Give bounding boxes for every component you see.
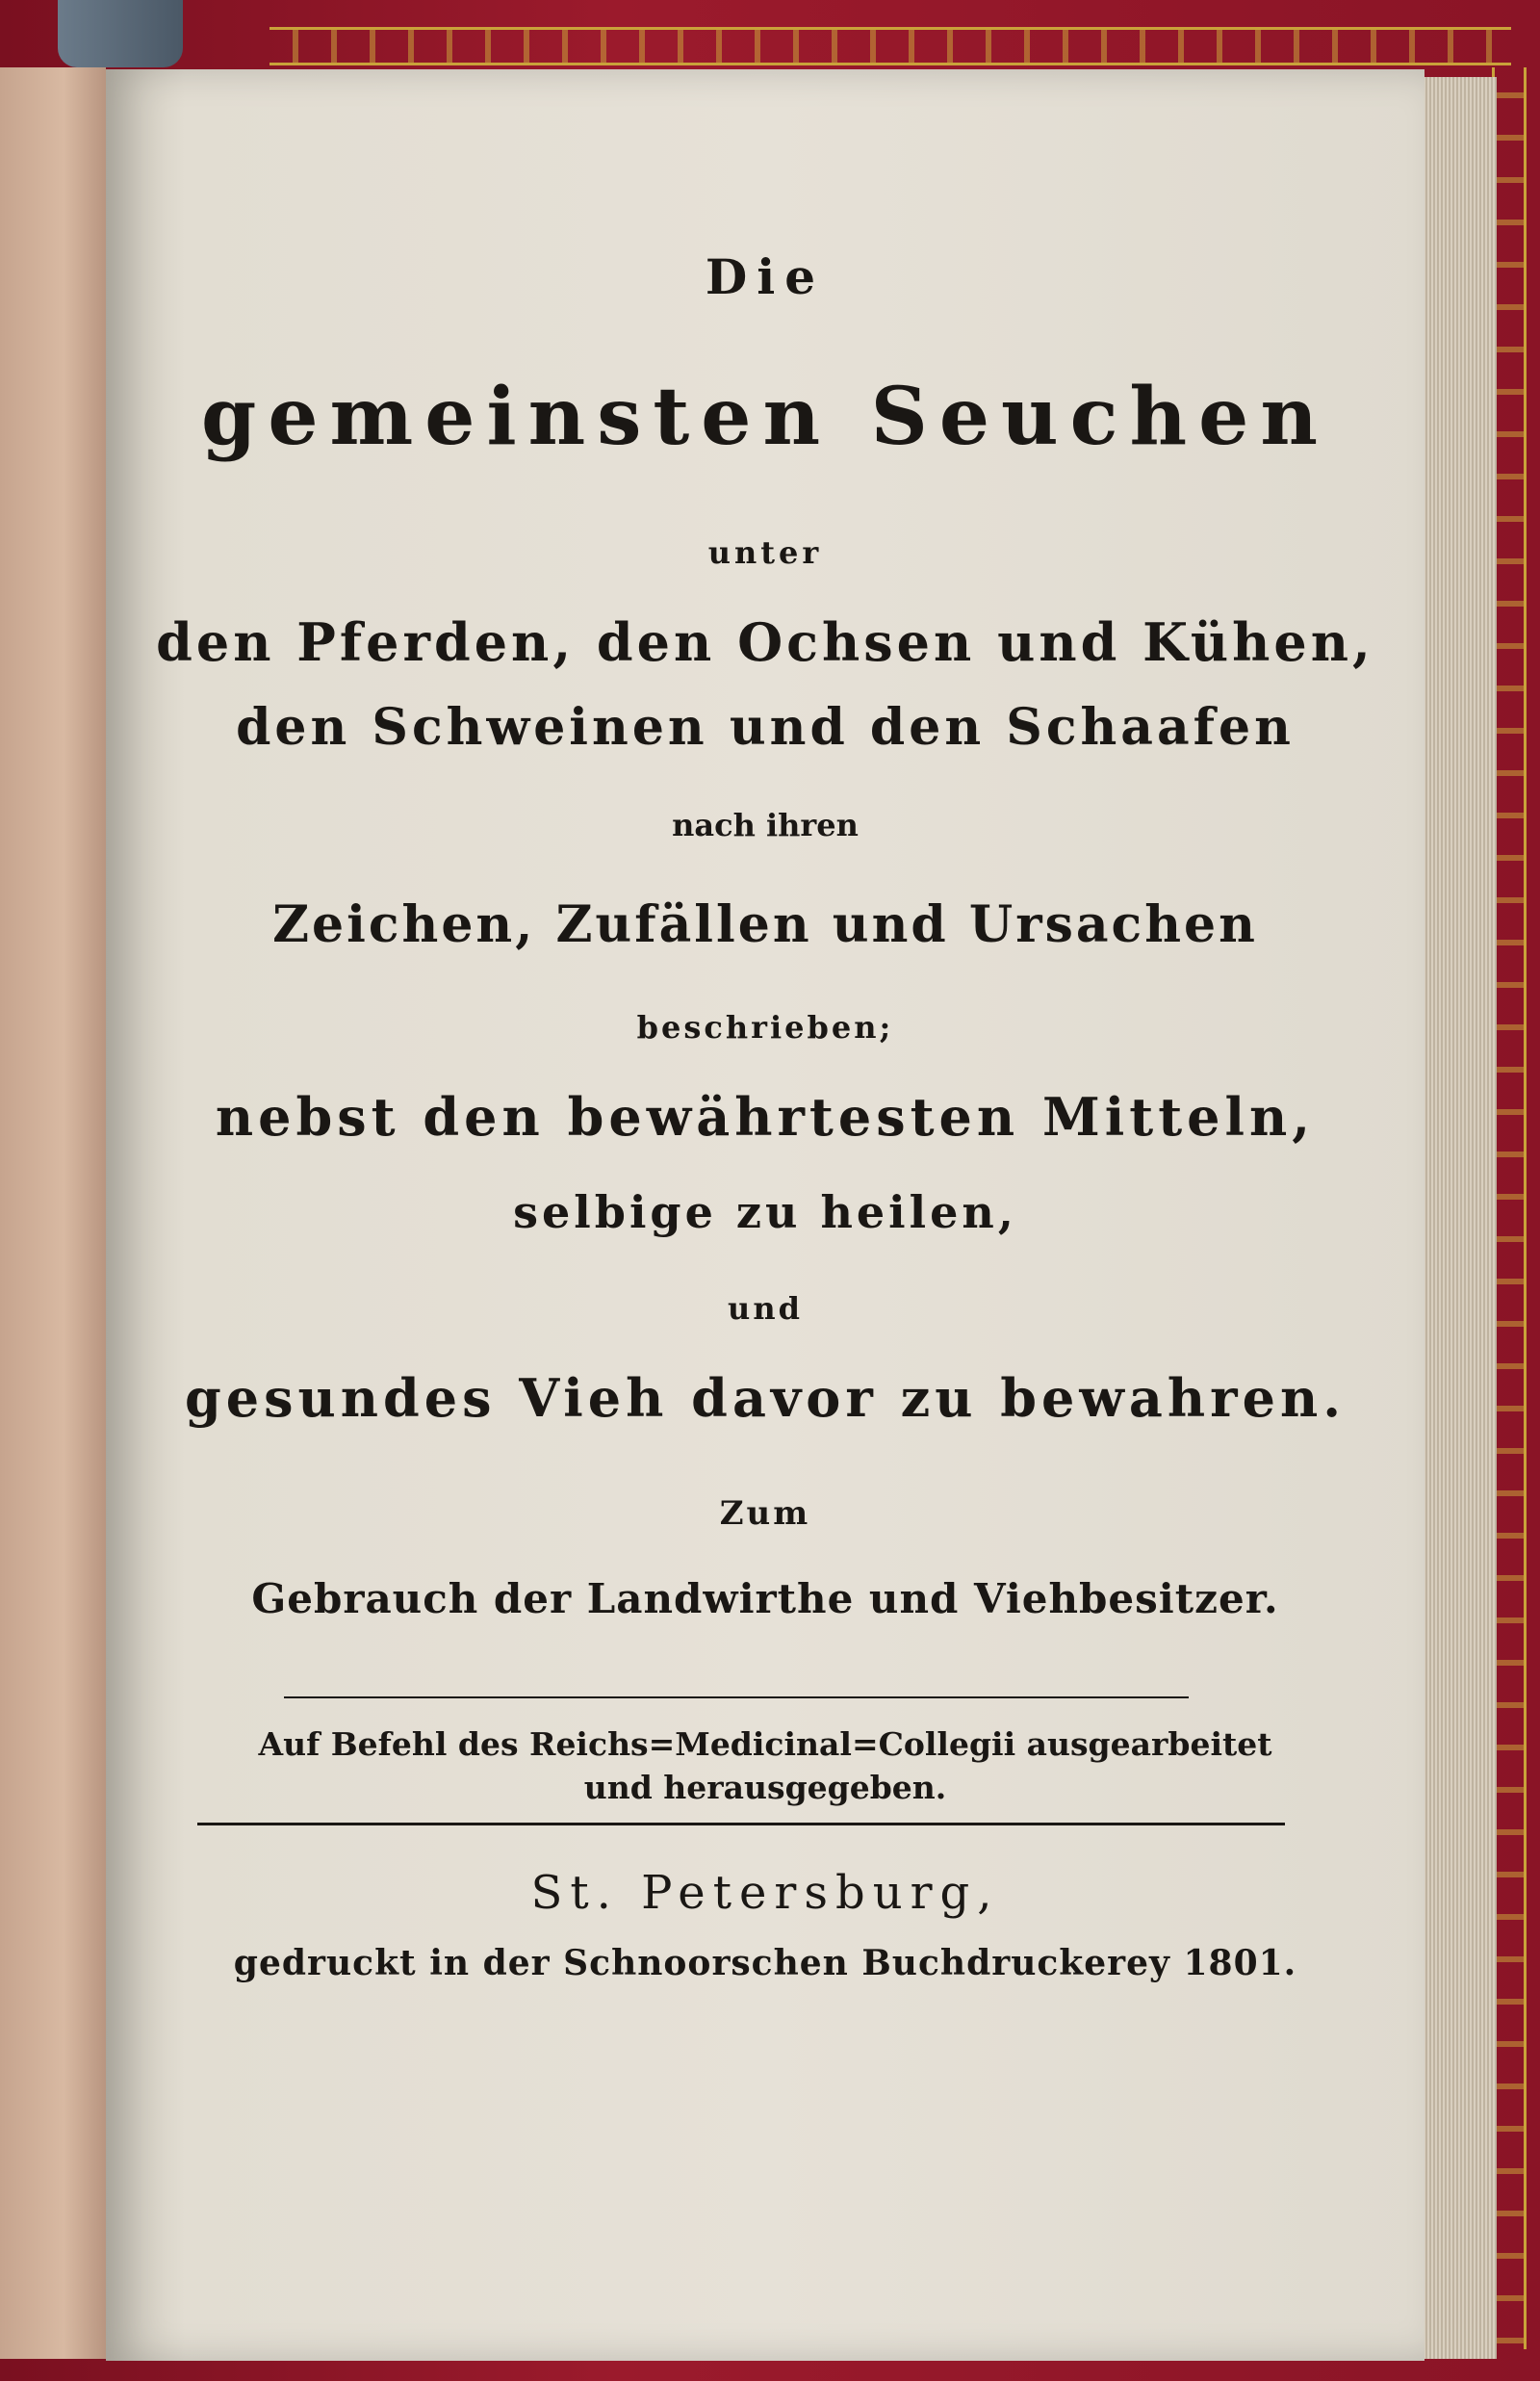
title-nach-ihren: nach ihren (672, 807, 859, 843)
title-gebrauch: Gebrauch der Landwirthe und Viehbesitzer. (251, 1575, 1279, 1622)
title-animals-line-1: den Pferden, den Ochsen und Kühen, (156, 611, 1374, 673)
title-zeichen: Zeichen, Zufällen und Ursachen (272, 895, 1258, 954)
bookmark-ribbon (58, 0, 183, 67)
title-die: Die (705, 248, 826, 305)
title-gesundes: gesundes Vieh davor zu bewahren. (184, 1367, 1347, 1429)
title-animals-line-2: den Schweinen und den Schaafen (236, 698, 1295, 757)
authority-line-1: Auf Befehl des Reichs=Medicinal=Collegii ausgearbeitet (258, 1725, 1272, 1763)
gilt-border-right (1492, 67, 1527, 2349)
divider-upper (284, 1696, 1189, 1698)
imprint-printer: gedruckt in der Schnoorschen Buchdruckerey 1801. (233, 1943, 1297, 1983)
imprint-place: St. Petersburg, (530, 1866, 1000, 1920)
title-zum: Zum (719, 1494, 811, 1533)
title-beschrieben: beschrieben; (636, 1009, 894, 1046)
main-title: gemeinsten Seuchen (201, 371, 1329, 463)
gilt-border-top (270, 27, 1511, 65)
title-nebst: nebst den bewährtesten Mitteln, (215, 1086, 1316, 1148)
page-block-edges (1420, 77, 1497, 2359)
title-unter: unter (707, 534, 823, 571)
title-und: und (728, 1290, 803, 1327)
authority-line-2: und herausgegeben. (583, 1769, 947, 1806)
facing-page-edge (0, 67, 106, 2359)
divider-lower (197, 1823, 1285, 1825)
title-selbige: selbige zu heilen, (513, 1186, 1017, 1238)
